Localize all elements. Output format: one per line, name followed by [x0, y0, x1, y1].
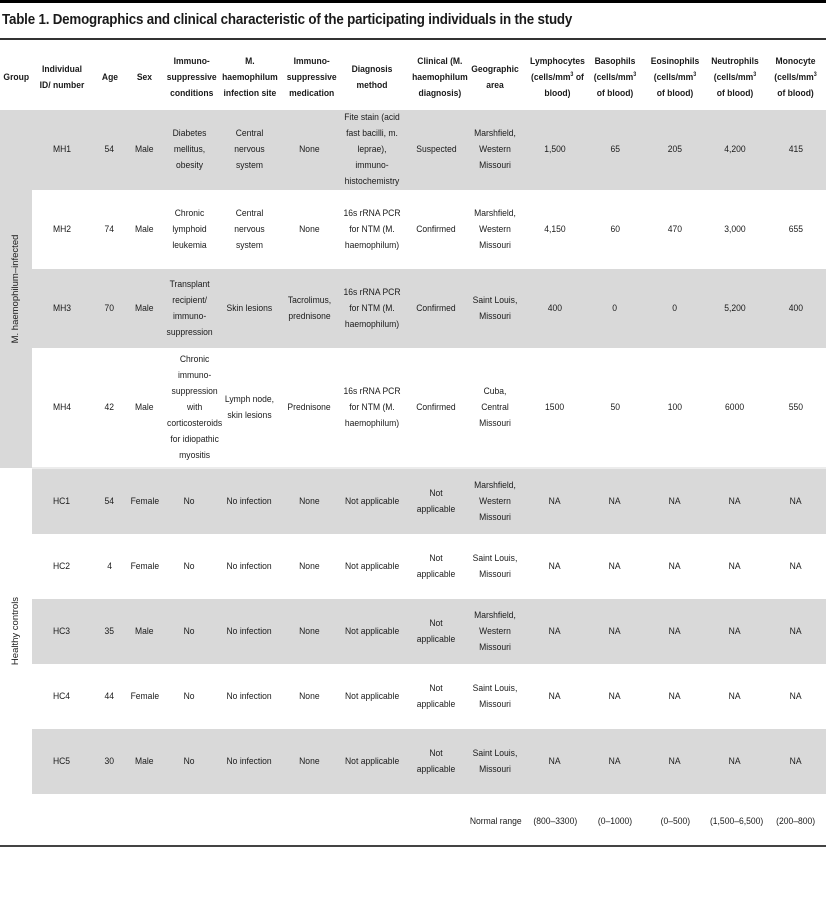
cell-neutrophils: 6000 [725, 401, 745, 413]
cell-monocyte: NA [789, 560, 802, 572]
cell-medication: None [282, 468, 337, 534]
cell-diagnosis: Fite stain (acid fast bacilli, m. leprae), immuno-histochemistry [337, 110, 407, 190]
cell-sex: Male [135, 401, 154, 413]
normal-range-monocyte: (200–800) [776, 816, 815, 827]
cell-medication: None [299, 560, 320, 572]
cell-id: HC1 [32, 468, 92, 534]
cell-clinical: Not applicable [407, 468, 465, 534]
col-header-conditions: Immuno-suppressive conditions [166, 55, 217, 99]
cell-lymphocytes: 1,500 [525, 110, 585, 190]
cell-area: Saint Louis, Missouri [472, 682, 518, 710]
cell-diagnosis: 16s rRNA PCR for NTM (M. haemophilum) [343, 385, 401, 429]
cell-id: HC4 [53, 690, 71, 702]
cell-sex: Male [135, 223, 154, 235]
cell-monocyte: NA [765, 468, 826, 534]
top-bar [0, 0, 826, 3]
cell-medication: Prednisone [287, 401, 332, 413]
cell-diagnosis: Not applicable [337, 468, 407, 534]
group-label: M. haemophilum–infected [10, 234, 21, 344]
cell-diagnosis: 16s rRNA PCR for NTM (M. haemophilum) [337, 269, 407, 348]
cell-conditions: Chronic lymphoid leukemia [172, 207, 207, 251]
col-header-basophils: Basophils ($cells/mm^3$ of blood) [593, 55, 637, 99]
cell-neutrophils: NA [729, 560, 741, 572]
cell-site: No infection [217, 729, 282, 794]
cell-neutrophils: NA [705, 599, 765, 664]
table-row [0, 468, 826, 534]
cell-clinical: Confirmed [407, 269, 465, 348]
cell-id: HC5 [32, 729, 92, 794]
cell-sex: Female [127, 468, 162, 534]
cell-site: No infection [226, 560, 273, 572]
cell-sex: Male [127, 269, 162, 348]
empty-cell [92, 794, 127, 850]
normal-range-neutrophils: (1,500–6,500) [709, 816, 764, 827]
cell-lymphocytes: 400 [525, 269, 585, 348]
cell-age: 30 [92, 729, 127, 794]
cell-area: Saint Louis, Missouri [465, 729, 525, 794]
cell-conditions: Chronic immuno-suppression with corticosteroids for idiopathic myositis [167, 353, 223, 461]
cell-conditions: No [184, 560, 195, 572]
cell-clinical: Not applicable [416, 552, 456, 580]
cell-conditions: No [162, 599, 217, 664]
col-header-neutrophils: Neutrophils ($cells/mm^3$ of blood) [711, 55, 759, 99]
cell-age: 54 [92, 468, 127, 534]
cell-neutrophils: 5,200 [705, 269, 765, 348]
bottom-rule [0, 845, 826, 847]
empty-cell [32, 794, 92, 850]
col-header-id: Individual ID/ number [39, 63, 85, 91]
cell-neutrophils: NA [729, 690, 741, 702]
empty-cell [0, 794, 32, 850]
cell-conditions: No [162, 729, 217, 794]
group-label: Healthy controls [10, 596, 21, 666]
cell-site: Lymph node, skin lesions [224, 393, 275, 421]
table-row [0, 348, 826, 468]
table-row [0, 534, 826, 599]
table-row [0, 664, 826, 729]
cell-eosinophils: 470 [667, 223, 683, 235]
cell-conditions: Transplant recipient/ immuno-suppression [162, 269, 217, 348]
table-row [0, 599, 826, 664]
cell-neutrophils: 3,000 [724, 223, 746, 235]
table-row [0, 110, 826, 190]
cell-sex: Male [127, 110, 162, 190]
cell-medication: None [282, 729, 337, 794]
cell-eosinophils: 0 [645, 269, 705, 348]
group-cell-healthy [0, 468, 32, 794]
cell-site: No infection [226, 690, 273, 702]
cell-age: 42 [104, 401, 115, 413]
cell-basophils: 60 [610, 223, 620, 235]
col-header-lymphocytes: Lymphocytes ($cells/mm^3$ of blood) [530, 55, 585, 99]
cell-diagnosis: 16s rRNA PCR for NTM (M. haemophilum) [343, 207, 401, 251]
cell-basophils: NA [609, 690, 621, 702]
cell-age: 44 [104, 690, 115, 702]
cell-clinical: Confirmed [416, 223, 456, 235]
col-header-medication: Immuno-suppressive medication [286, 55, 337, 99]
cell-id: MH1 [32, 110, 92, 190]
cell-age: 4 [107, 560, 112, 572]
col-header-eosinophils: Eosinophils ($cells/mm^3$ of blood) [650, 55, 700, 99]
cell-area: Marshfield, Western Missouri [474, 207, 516, 251]
cell-area: Cuba, Central Missouri [479, 385, 511, 429]
cell-monocyte: NA [765, 599, 826, 664]
cell-eosinophils: 205 [645, 110, 705, 190]
cell-site: No infection [217, 468, 282, 534]
cell-monocyte: 655 [788, 223, 803, 235]
table-row [0, 729, 826, 794]
cell-eosinophils: NA [645, 729, 705, 794]
cell-lymphocytes: 1500 [545, 401, 565, 413]
cell-area: Saint Louis, Missouri [472, 552, 518, 580]
cell-lymphocytes: NA [525, 599, 585, 664]
demographics-table [0, 45, 826, 850]
cell-site: Central nervous system [217, 110, 282, 190]
empty-cell [407, 794, 465, 850]
empty-cell [217, 794, 282, 850]
cell-basophils: NA [585, 468, 645, 534]
cell-id: HC2 [53, 560, 71, 572]
col-header-age: Age [101, 71, 118, 83]
cell-medication: None [282, 599, 337, 664]
cell-eosinophils: 100 [667, 401, 683, 413]
cell-clinical: Not applicable [407, 729, 465, 794]
cell-id: MH3 [32, 269, 92, 348]
cell-medication: None [299, 223, 320, 235]
cell-site: Skin lesions [217, 269, 282, 348]
cell-diagnosis: Not applicable [344, 690, 400, 702]
cell-age: 54 [92, 110, 127, 190]
col-header-area: Geographic area [471, 63, 519, 91]
cell-sex: Male [127, 599, 162, 664]
cell-monocyte: 400 [765, 269, 826, 348]
cell-age: 35 [92, 599, 127, 664]
cell-id: MH2 [52, 223, 72, 235]
title-rule [0, 38, 826, 40]
cell-medication: Tacrolimus, prednisone [282, 269, 337, 348]
cell-area: Marshfield, Western Missouri [465, 110, 525, 190]
cell-site: Central nervous system [234, 207, 265, 251]
cell-area: Marshfield, Western Missouri [465, 599, 525, 664]
cell-lymphocytes: 4,150 [544, 223, 566, 235]
cell-neutrophils: NA [705, 729, 765, 794]
cell-medication: None [299, 690, 320, 702]
cell-clinical: Not applicable [407, 599, 465, 664]
cell-id: MH4 [52, 401, 72, 413]
cell-neutrophils: 4,200 [705, 110, 765, 190]
cell-clinical: Confirmed [416, 401, 456, 413]
cell-neutrophils: NA [705, 468, 765, 534]
col-header-monocyte: Monocyte ($cells/mm^3$ of blood) [774, 55, 817, 99]
group-cell-infected [0, 110, 32, 468]
cell-lymphocytes: NA [525, 729, 585, 794]
cell-diagnosis: Not applicable [337, 729, 407, 794]
col-header-site: M. haemophilum infection site [222, 55, 278, 99]
cell-id: HC3 [32, 599, 92, 664]
col-header-sex: Sex [136, 71, 153, 83]
empty-cell [337, 794, 407, 850]
cell-basophils: NA [585, 599, 645, 664]
cell-monocyte: NA [789, 690, 802, 702]
cell-area: Marshfield, Western Missouri [465, 468, 525, 534]
empty-cell [282, 794, 337, 850]
cell-basophils: 0 [585, 269, 645, 348]
cell-sex: Female [130, 560, 160, 572]
cell-lymphocytes: NA [525, 468, 585, 534]
cell-age: 70 [92, 269, 127, 348]
cell-sex: Female [130, 690, 160, 702]
cell-monocyte: NA [765, 729, 826, 794]
cell-eosinophils: NA [645, 599, 705, 664]
cell-clinical: Not applicable [416, 682, 456, 710]
table-title: Table 1. Demographics and clinical characteristic of the participating individuals in the study [2, 12, 573, 28]
cell-conditions: Diabetes mellitus, obesity [162, 110, 217, 190]
normal-range-row [0, 794, 826, 850]
cell-area: Saint Louis, Missouri [465, 269, 525, 348]
normal-range-eosinophils: (0–500) [660, 816, 690, 827]
cell-sex: Male [127, 729, 162, 794]
cell-eosinophils: NA [669, 560, 681, 572]
col-header-diagnosis: Diagnosis method [351, 63, 393, 91]
cell-age: 74 [104, 223, 115, 235]
normal-range-basophils: (0–1000) [597, 816, 633, 827]
cell-monocyte: 415 [765, 110, 826, 190]
cell-conditions: No [162, 468, 217, 534]
empty-cell [127, 794, 162, 850]
cell-conditions: No [184, 690, 195, 702]
cell-lymphocytes: NA [549, 690, 561, 702]
cell-eosinophils: NA [645, 468, 705, 534]
table-row [0, 269, 826, 348]
table-row [0, 190, 826, 269]
cell-medication: None [282, 110, 337, 190]
normal-range-label: Normal range [469, 816, 522, 827]
cell-clinical: Suspected [407, 110, 465, 190]
header-row [0, 45, 826, 110]
empty-cell [162, 794, 217, 850]
cell-basophils: 50 [610, 401, 620, 413]
cell-diagnosis: Not applicable [337, 599, 407, 664]
col-header-clinical: Clinical (M. haemophilum diagnosis) [412, 55, 468, 99]
col-header-group: Group [3, 71, 30, 83]
cell-diagnosis: Not applicable [344, 560, 400, 572]
cell-basophils: NA [609, 560, 621, 572]
cell-lymphocytes: NA [549, 560, 561, 572]
cell-eosinophils: NA [669, 690, 681, 702]
cell-basophils: 65 [585, 110, 645, 190]
cell-monocyte: 550 [788, 401, 803, 413]
normal-range-lymphocytes: (800–3300) [533, 816, 577, 827]
cell-basophils: NA [585, 729, 645, 794]
cell-site: No infection [217, 599, 282, 664]
